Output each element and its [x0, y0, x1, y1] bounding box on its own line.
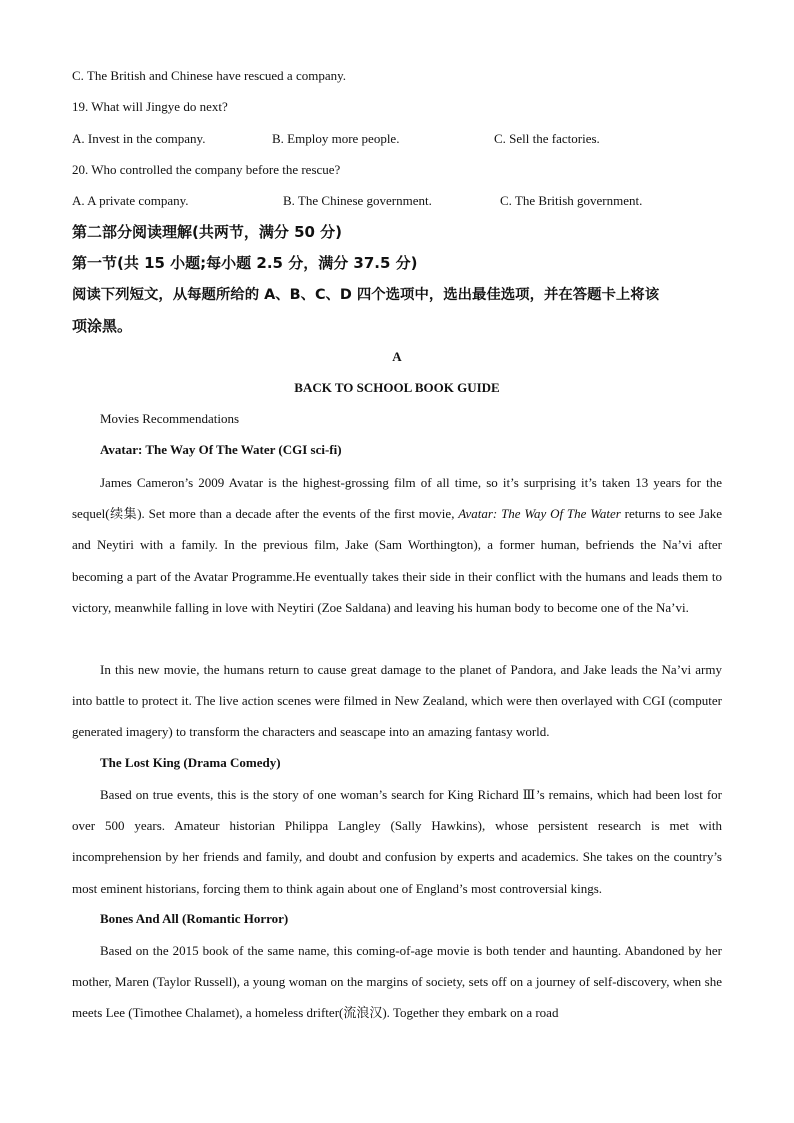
q19-option-c: C. Sell the factories. — [494, 131, 600, 146]
instruction-line2: 项涂黑。 — [72, 317, 133, 335]
passage-title: BACK TO SCHOOL BOOK GUIDE — [294, 380, 500, 395]
movie2-heading: The Lost King (Drama Comedy) — [100, 755, 281, 770]
q19-stem: 19. What will Jingye do next? — [72, 99, 228, 114]
section1-title: 第一节(共 15 小题;每小题 2.5 分，满分 37.5 分) — [72, 254, 418, 272]
q20-option-c: C. The British government. — [500, 193, 643, 208]
q20-stem: 20. Who controlled the company before the rescue? — [72, 162, 341, 177]
movie1-paragraph2: In this new movie, the humans return to cause great damage to the planet of Pandora, and Jake leads the Na’vi army into battle to protect it. The live action scenes were filmed in New Zealand, which were then overlayed with CGI (computer generated imagery) to transform the characters and seascape into an amazing fantasy world. — [72, 662, 722, 740]
movie1-paragraph1: James Cameron’s 2009 Avatar is the highest-grossing film of all time, so it’s surprising it’s taken 13 years for the sequel(续集). Set more than a decade after the events of the first movie, Avatar: The Way Of The Water returns to see Jake and Neytiri with a family. In the previous film, Jake (Sam Worthington), a former human, befriends the Na’vi after becoming a part of the Avatar Programme.He eventually takes their side in their conflict with the humans and leads them to victory, meanwhile falling in love with Neytiri (Zoe Saldana) and leaving his human body to become one of the Na’vi. — [72, 475, 722, 615]
movie1-heading: Avatar: The Way Of The Water (CGI sci-fi) — [100, 442, 342, 457]
passage-subtitle: Movies Recommendations — [100, 411, 240, 426]
movie3-paragraph1: Based on the 2015 book of the same name, this coming-of-age movie is both tender and haunting. Abandoned by her mother, Maren (Taylor Russell), a young woman on the margins of society, sets off on a journey of self-discovery, when she meets Lee (Timothee Chalamet), a homeless drifter(流浪汉). Together they embark on a road — [72, 943, 722, 1021]
movie2-paragraph1: Based on true events, this is the story of one woman’s search for King Richard Ⅲ’s remains, which had been lost for over 500 years. Amateur historian Philippa Langley (Sally Hawkins), whose persistent research is met with incomprehension by her friends and family, and doubt and confusion by experts and academics. She takes on the country’s most eminent historians, forcing them to think again about one of England’s most controversial kings. — [72, 787, 722, 896]
part2-title: 第二部分阅读理解(共两节，满分 50 分) — [72, 223, 343, 241]
instruction-line1: 阅读下列短文，从每题所给的 A、B、C、D 四个选项中，选出最佳选项，并在答题卡上将该 — [72, 287, 660, 303]
passage-letter: A — [392, 349, 402, 364]
q20-option-b: B. The Chinese government. — [283, 193, 432, 208]
q19-option-a: A. Invest in the company. — [72, 131, 206, 146]
movie1-title-italic: Avatar: The Way Of The Water — [458, 506, 621, 522]
q19-option-b: B. Employ more people. — [272, 131, 400, 146]
q18-option-c: C. The British and Chinese have rescued a company. — [72, 68, 347, 83]
movie3-heading: Bones And All (Romantic Horror) — [100, 911, 289, 926]
q20-option-a: A. A private company. — [72, 193, 189, 208]
